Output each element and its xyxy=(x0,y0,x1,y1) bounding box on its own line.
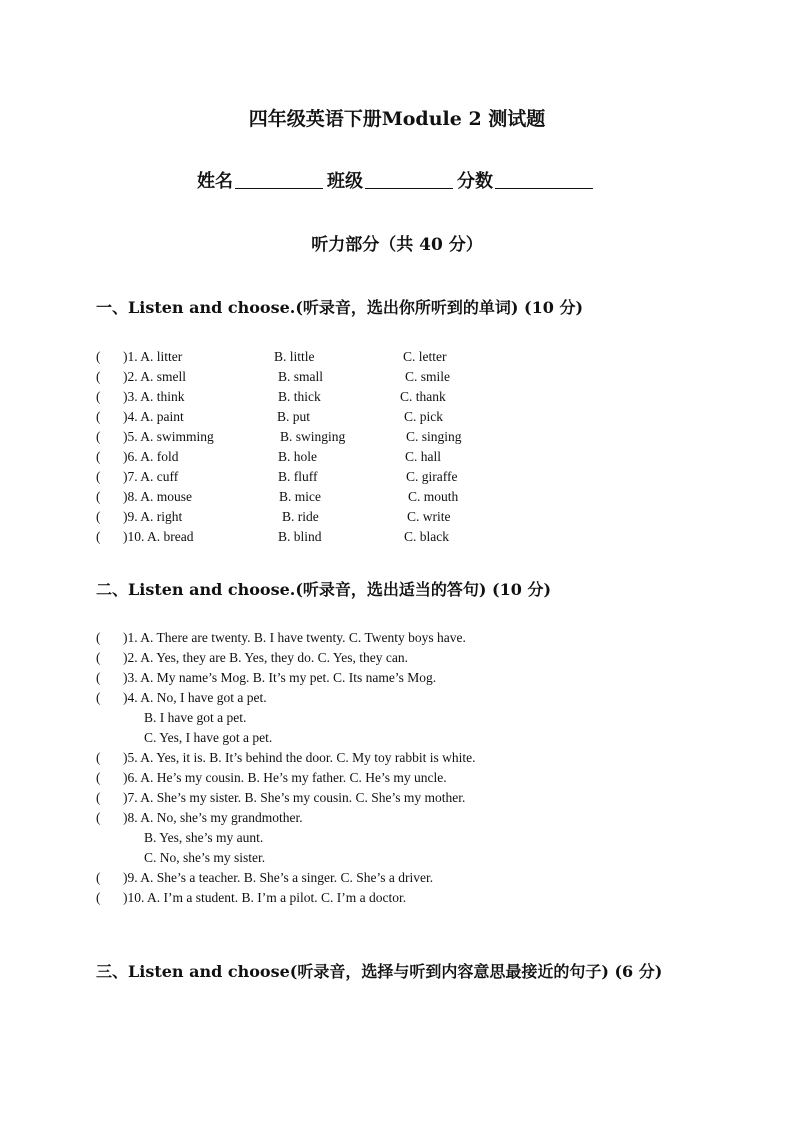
answer-bracket[interactable]: ( xyxy=(96,469,101,484)
question-text: )8. A. No, she’s my grandmother. xyxy=(123,810,303,825)
student-info-line xyxy=(0,167,794,193)
listening-part-title: 听力部分（共 40 分） xyxy=(311,235,483,255)
option-b: B. put xyxy=(277,409,311,424)
option-c: C. black xyxy=(404,529,449,544)
question-row xyxy=(96,447,716,467)
option-a: )6. A. fold xyxy=(123,449,179,464)
answer-bracket[interactable]: ( xyxy=(96,409,101,424)
name-blank[interactable] xyxy=(235,170,323,189)
option-c: C. thank xyxy=(400,389,446,404)
question-text: )4. A. No, I have got a pet. xyxy=(123,690,267,705)
question-row xyxy=(96,668,716,688)
question-row xyxy=(96,487,716,507)
answer-bracket[interactable]: ( xyxy=(96,890,101,905)
question-text: )1. A. There are twenty. B. I have twenty. C. Twenty boys have. xyxy=(123,630,466,645)
option-a: )8. A. mouse xyxy=(123,489,192,504)
page-title: 四年级英语下册Module 2 测试题 xyxy=(248,108,546,130)
answer-bracket[interactable]: ( xyxy=(96,529,101,544)
option-b: B. blind xyxy=(278,529,322,544)
answer-bracket[interactable]: ( xyxy=(96,429,101,444)
option-b: B. ride xyxy=(282,509,319,524)
question-text: )10. A. I’m a student. B. I’m a pilot. C. I’m a doctor. xyxy=(123,890,407,905)
option-b: B. thick xyxy=(278,389,321,404)
option-c: C. write xyxy=(407,509,451,524)
answer-bracket[interactable]: ( xyxy=(96,489,101,504)
option-b: B. hole xyxy=(278,449,317,464)
score-label: 分数 xyxy=(457,171,493,192)
section2-heading: 二、Listen and choose.(听录音，选出适当的答句) (10 分) xyxy=(96,580,552,599)
option-b: B. small xyxy=(278,369,324,384)
option-b: B. mice xyxy=(279,489,321,504)
option-a: )10. A. bread xyxy=(123,529,194,544)
option-a: )1. A. litter xyxy=(123,349,183,364)
answer-bracket[interactable]: ( xyxy=(96,369,101,384)
option-a: )5. A. swimming xyxy=(123,429,214,444)
question-row xyxy=(96,367,716,387)
option-c: C. pick xyxy=(404,409,443,424)
question-text: )7. A. She’s my sister. B. She’s my cousin. C. She’s my mother. xyxy=(123,790,466,805)
score-blank[interactable] xyxy=(495,170,593,189)
question-row xyxy=(96,888,716,908)
question-row xyxy=(96,467,716,487)
option-c: C. letter xyxy=(403,349,447,364)
class-blank[interactable] xyxy=(365,170,453,189)
question-text: )3. A. My name’s Mog. B. It’s my pet. C. Its name’s Mog. xyxy=(123,670,437,685)
option-b: B. little xyxy=(274,349,315,364)
question-row xyxy=(96,688,716,708)
question-row xyxy=(96,347,716,367)
question-row xyxy=(96,768,716,788)
option-a: )9. A. right xyxy=(123,509,183,524)
option-c: C. hall xyxy=(405,449,441,464)
question-row-continued xyxy=(96,848,716,868)
question-row-continued xyxy=(96,708,716,728)
question-row-continued xyxy=(96,728,716,748)
question-row xyxy=(96,507,716,527)
answer-bracket[interactable]: ( xyxy=(96,750,101,765)
answer-bracket[interactable]: ( xyxy=(96,770,101,785)
question-text: )2. A. Yes, they are B. Yes, they do. C. Yes, they can. xyxy=(123,650,409,665)
option-c: C. giraffe xyxy=(406,469,458,484)
question-row xyxy=(96,427,716,447)
answer-bracket[interactable]: ( xyxy=(96,790,101,805)
question-text: )6. A. He’s my cousin. B. He’s my father. C. He’s my uncle. xyxy=(123,770,447,785)
answer-bracket[interactable]: ( xyxy=(96,650,101,665)
answer-bracket[interactable]: ( xyxy=(96,870,101,885)
question-row xyxy=(96,527,716,547)
option-text: B. I have got a pet. xyxy=(144,710,247,725)
question-text: )5. A. Yes, it is. B. It’s behind the door. C. My toy rabbit is white. xyxy=(123,750,476,765)
section3-heading: 三、Listen and choose(听录音，选择与听到内容意思最接近的句子) (6 分) xyxy=(96,962,663,981)
option-text: B. Yes, she’s my aunt. xyxy=(144,830,264,845)
option-a: )7. A. cuff xyxy=(123,469,179,484)
answer-bracket[interactable]: ( xyxy=(96,509,101,524)
answer-bracket[interactable]: ( xyxy=(96,630,101,645)
answer-bracket[interactable]: ( xyxy=(96,690,101,705)
option-c: C. singing xyxy=(406,429,462,444)
question-row xyxy=(96,788,716,808)
section2-question-list xyxy=(96,628,716,908)
option-b: B. fluff xyxy=(278,469,318,484)
option-text: C. Yes, I have got a pet. xyxy=(144,730,273,745)
answer-bracket[interactable]: ( xyxy=(96,810,101,825)
option-c: C. smile xyxy=(405,369,451,384)
option-b: B. swinging xyxy=(280,429,346,444)
answer-bracket[interactable]: ( xyxy=(96,349,101,364)
question-row-continued xyxy=(96,828,716,848)
option-a: )4. A. paint xyxy=(123,409,184,424)
question-row xyxy=(96,808,716,828)
option-c: C. mouth xyxy=(408,489,459,504)
section1-heading: 一、Listen and choose.(听录音，选出你所听到的单词) (10 分) xyxy=(96,298,584,317)
answer-bracket[interactable]: ( xyxy=(96,389,101,404)
section1-question-list xyxy=(96,347,716,547)
question-row xyxy=(96,868,716,888)
answer-bracket[interactable]: ( xyxy=(96,670,101,685)
question-row xyxy=(96,387,716,407)
question-row xyxy=(96,407,716,427)
question-text: )9. A. She’s a teacher. B. She’s a singer. C. She’s a driver. xyxy=(123,870,434,885)
question-row xyxy=(96,628,716,648)
option-a: )2. A. smell xyxy=(123,369,186,384)
option-a: )3. A. think xyxy=(123,389,185,404)
answer-bracket[interactable]: ( xyxy=(96,449,101,464)
question-row xyxy=(96,648,716,668)
name-label: 姓名 xyxy=(197,171,233,192)
class-label: 班级 xyxy=(327,171,363,192)
option-text: C. No, she’s my sister. xyxy=(144,850,266,865)
question-row xyxy=(96,748,716,768)
